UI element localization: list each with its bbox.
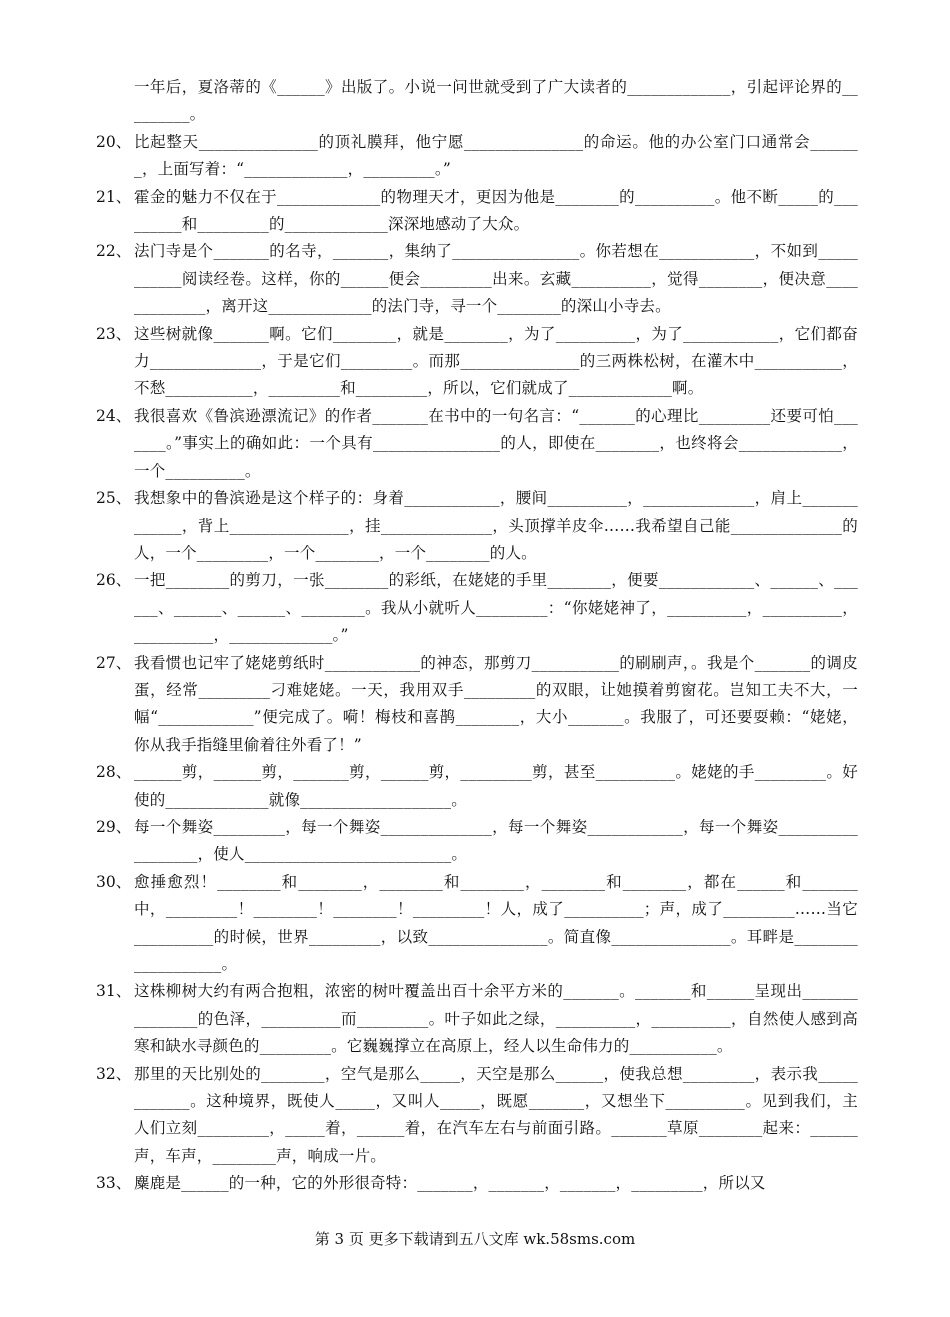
item-text: 霍金的魅力不仅在于_____________的物理天才，更因为他是________的__________。他不断_____的_________和_________的_____________深深地感动了大众。 [134, 187, 858, 234]
item-number: 32、 [96, 1064, 132, 1083]
item-text: 那里的天比别处的________，空气是那么_____，天空是那么______，使我总想_________，表示我____________。这种境界，既使人_____，又叫人_____，既愿_______，又想坐下__________。见到我们，主人们立刻_________，_____着，______着，在汽车左右与前面引路。_______草原________起来：______声，车声，________声，响成一片。 [134, 1064, 858, 1165]
list-item [96, 184, 858, 239]
item-number: 21、 [96, 187, 132, 206]
item-number: 25、 [96, 489, 132, 508]
item-text: 这些树就像_______啊。它们________，就是________，为了__________，为了____________，它们都奋力______________，于是它们_________。而那_______________的三两株松树，在灌木中___________，不愁___________，_________和_________，所以，它们就成了_____________啊。 [134, 324, 858, 398]
item-number: 31、 [96, 982, 132, 1001]
item-text: 我看惯也记牢了姥姥剪纸时____________的神态，那剪刀___________的刷刷声，。我是个_______的调皮蛋，经常_________刁难姥姥。一天，我用双手_________的双眼，让她摸着剪窗花。岂知工夫不大，一幅“____________”便完成了。嗬！梅枝和喜鹊________，大小_______。我服了，可还要耍赖：“姥姥，你从我手指缝里偷着往外看了！” [134, 653, 858, 754]
item-text: 我想象中的鲁滨逊是这个样子的：身着____________，腰间__________，______________，肩上_____________，背上_______________，挂______________，头顶撑羊皮伞……我希望自己能______________的人，一个_________，一个________，一个________的人。 [134, 489, 858, 562]
item-text: 一把________的剪刀，一张________的彩纸，在姥姥的手里________，便要____________、______、______、______、______、________。我从小就听人_________：“你姥姥神了，__________，__________，__________，_____________。” [134, 571, 858, 645]
item-text: 麋鹿是______的一种，它的外形很奇特：_______，_______，_______，_________，所以又 [134, 1174, 766, 1193]
list-item [96, 238, 858, 320]
list-item [96, 403, 858, 485]
list-item [96, 567, 858, 649]
item-text: 我很喜欢《鲁滨逊漂流记》的作者_______在书中的一句名言：“_______的心理比_________还要可怕_______。”事实上的确如此：一个具有________________的人，即使在________，也终将会_____________，一个__________。 [134, 406, 858, 480]
list-item [96, 129, 858, 184]
list-item [96, 759, 858, 814]
item-text: ______剪，______剪，_______剪，______剪，_________剪，甚至__________。姥姥的手_________。好使的_____________就像___________________。 [134, 763, 858, 809]
list-item [96, 650, 858, 760]
item-text: 法门寺是个_______的名寺，_______，集纳了________________。你若想在____________，不如到___________阅读经卷。这样，你的______便会_________出来。玄藏__________，觉得________，便决意_____________，离开这_____________的法门寺，寻一个________的深山小寺去。 [134, 242, 858, 316]
item-number: 27、 [96, 653, 132, 672]
item-number: 26、 [96, 571, 132, 590]
item-number [96, 74, 134, 129]
list-item [96, 485, 858, 567]
item-number: 28、 [96, 763, 132, 782]
item-text: 愈捶愈烈！________和________，________和________，________和________，都在______和_______中，_________！________！________！_________！人，成了__________；声，成了_________……当它__________的时候，世界_________，以致_______________。简直像_______________。耳畔是___________________。 [134, 872, 858, 973]
list-item [96, 321, 858, 403]
item-text: 比起整天_______________的顶礼膜拜，他宁愿_______________的命运。他的办公室门口通常会_______，上面写着：“_____________，_________。” [134, 132, 858, 179]
question-list [96, 74, 858, 1198]
item-text: 这株柳树大约有两合抱粗，浓密的树叶覆盖出百十余平方米的_______。_______和______呈现出_______________的色泽，__________而_________。叶子如此之绿，__________，__________，自然使人感到高寒和缺水寻颜色的_________。它巍巍撑立在高原上，经人以生命伟力的___________。 [134, 982, 858, 1056]
list-item [96, 1170, 858, 1197]
list-item [96, 869, 858, 979]
list-item [96, 74, 858, 129]
item-number: 33、 [96, 1174, 132, 1193]
list-item [96, 978, 858, 1060]
item-text: 一年后，夏洛蒂的《______》出版了。小说一问世就受到了广大读者的_____________，引起评论界的_________。 [134, 78, 858, 124]
page-footer: 第 3 页 更多下载请到五八文库 wk.58sms.com [314, 1230, 636, 1248]
list-item [96, 1061, 858, 1171]
item-number: 22、 [96, 242, 132, 261]
item-number: 29、 [96, 817, 132, 836]
item-number: 20、 [96, 132, 132, 151]
item-number: 30、 [96, 872, 132, 891]
list-item [96, 814, 858, 869]
item-number: 23、 [96, 324, 132, 343]
item-number: 24、 [96, 406, 132, 425]
item-text: 每一个舞姿_________，每一个舞姿______________，每一个舞姿____________，每一个舞姿__________________，使人__________________________。 [134, 817, 858, 864]
